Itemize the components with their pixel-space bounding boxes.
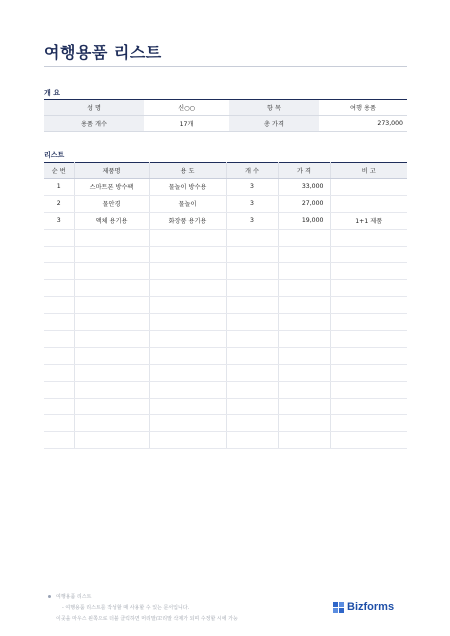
cell-product-name[interactable] xyxy=(74,432,149,449)
cell-note[interactable] xyxy=(330,364,407,381)
list-header-row xyxy=(44,163,407,179)
cell-number[interactable] xyxy=(44,280,74,297)
cell-number[interactable] xyxy=(44,398,74,415)
cell-number[interactable] xyxy=(44,381,74,398)
cell-price[interactable] xyxy=(278,432,330,449)
table-row xyxy=(44,331,407,348)
cell-note[interactable] xyxy=(330,195,407,212)
table-row xyxy=(44,347,407,364)
cell-price[interactable] xyxy=(278,263,330,280)
cell-number[interactable] xyxy=(44,314,74,331)
table-row xyxy=(44,229,407,246)
cell-number[interactable] xyxy=(44,347,74,364)
cell-price[interactable] xyxy=(278,331,330,348)
cell-quantity[interactable] xyxy=(226,415,278,432)
brand-logo xyxy=(333,601,394,613)
overview-section-label: 개 요 xyxy=(44,89,60,97)
cell-quantity[interactable] xyxy=(226,263,278,280)
overview-label-total-price: 총 가격 xyxy=(229,116,319,132)
cell-note[interactable] xyxy=(330,246,407,263)
cell-product-name[interactable] xyxy=(74,263,149,280)
cell-usage[interactable] xyxy=(149,314,226,331)
cell-price[interactable] xyxy=(278,381,330,398)
cell-usage[interactable] xyxy=(149,280,226,297)
cell-number[interactable] xyxy=(44,263,74,280)
brand-name: Bizforms xyxy=(347,601,395,613)
cell-usage[interactable] xyxy=(149,398,226,415)
table-row xyxy=(44,415,407,432)
cell-usage[interactable] xyxy=(149,415,226,432)
cell-usage[interactable] xyxy=(149,347,226,364)
cell-number[interactable]: 2 xyxy=(44,195,74,212)
cell-number[interactable] xyxy=(44,297,74,314)
item-list-table xyxy=(44,162,407,449)
cell-product-name[interactable] xyxy=(74,347,149,364)
list-body xyxy=(44,179,407,449)
cell-price[interactable]: 19,000 xyxy=(278,212,330,229)
cell-price[interactable] xyxy=(278,347,330,364)
cell-usage[interactable]: 물놀이 방수용 xyxy=(149,179,226,196)
cell-usage[interactable] xyxy=(149,381,226,398)
cell-quantity[interactable] xyxy=(226,314,278,331)
table-row xyxy=(44,381,407,398)
header-product-name: 제품명 xyxy=(74,163,149,179)
overview-table xyxy=(44,99,407,132)
overview-label-count: 용품 개수 xyxy=(44,116,144,132)
table-row xyxy=(44,280,407,297)
cell-note[interactable] xyxy=(330,280,407,297)
cell-quantity[interactable] xyxy=(226,347,278,364)
table-row xyxy=(44,432,407,449)
cell-product-name[interactable] xyxy=(74,415,149,432)
cell-quantity[interactable] xyxy=(226,364,278,381)
cell-product-name[interactable]: 액체 용기용 xyxy=(74,212,149,229)
cell-number[interactable]: 3 xyxy=(44,212,74,229)
cell-product-name[interactable] xyxy=(74,246,149,263)
overview-label-item: 항 목 xyxy=(229,100,319,116)
cell-price[interactable] xyxy=(278,415,330,432)
cell-note[interactable] xyxy=(330,415,407,432)
footer-line-2: - 여행용품 리스트를 작성할 때 사용할 수 있는 문서입니다. xyxy=(62,605,190,611)
overview-row xyxy=(44,116,407,132)
cell-quantity[interactable]: 3 xyxy=(226,179,278,196)
table-row xyxy=(44,263,407,280)
cell-price[interactable] xyxy=(278,314,330,331)
table-row xyxy=(44,297,407,314)
cell-price[interactable] xyxy=(278,246,330,263)
cell-note[interactable] xyxy=(330,179,407,196)
cell-product-name[interactable] xyxy=(74,297,149,314)
header-price: 가 격 xyxy=(278,163,330,179)
header-usage: 용 도 xyxy=(149,163,226,179)
cell-number[interactable] xyxy=(44,331,74,348)
overview-value-count[interactable]: 17개 xyxy=(144,116,229,132)
table-row xyxy=(44,179,407,196)
cell-product-name[interactable]: 스마트폰 방수팩 xyxy=(74,179,149,196)
document-title: 여행용품 리스트 xyxy=(44,43,162,62)
cell-quantity[interactable] xyxy=(226,280,278,297)
table-row xyxy=(44,246,407,263)
table-row xyxy=(44,398,407,415)
header-number: 순 번 xyxy=(44,163,74,179)
header-note: 비 고 xyxy=(330,163,407,179)
cell-product-name[interactable]: 물안경 xyxy=(74,195,149,212)
cell-note[interactable] xyxy=(330,297,407,314)
cell-note[interactable] xyxy=(330,347,407,364)
cell-usage[interactable]: 화장품 용기용 xyxy=(149,212,226,229)
cell-usage[interactable] xyxy=(149,432,226,449)
cell-usage[interactable]: 물놀이 xyxy=(149,195,226,212)
cell-number[interactable] xyxy=(44,364,74,381)
cell-quantity[interactable] xyxy=(226,432,278,449)
cell-product-name[interactable] xyxy=(74,229,149,246)
cell-price[interactable] xyxy=(278,364,330,381)
cell-note[interactable] xyxy=(330,314,407,331)
cell-note[interactable] xyxy=(330,263,407,280)
cell-quantity[interactable] xyxy=(226,381,278,398)
bizforms-logo-icon xyxy=(333,602,344,613)
cell-note[interactable] xyxy=(330,229,407,246)
footer-line-3: 이곳을 마우스 왼쪽으로 더블 클릭하면 머리말/꼬리말 삭제가 되며 수정할 시에 가능 xyxy=(56,616,238,622)
cell-quantity[interactable]: 3 xyxy=(226,212,278,229)
cell-price[interactable] xyxy=(278,297,330,314)
table-row xyxy=(44,195,407,212)
list-section-label: 리스트 xyxy=(44,151,65,159)
overview-value-total-price[interactable]: 273,000 xyxy=(319,116,407,132)
overview-label-name: 성 명 xyxy=(44,100,144,116)
cell-note[interactable] xyxy=(330,331,407,348)
cell-quantity[interactable]: 3 xyxy=(226,195,278,212)
footer-bullet-icon xyxy=(48,595,51,598)
cell-price[interactable]: 33,000 xyxy=(278,179,330,196)
cell-number[interactable]: 1 xyxy=(44,179,74,196)
cell-note[interactable] xyxy=(330,432,407,449)
table-row xyxy=(44,212,407,229)
cell-product-name[interactable] xyxy=(74,314,149,331)
table-row xyxy=(44,314,407,331)
cell-usage[interactable] xyxy=(149,364,226,381)
cell-product-name[interactable] xyxy=(74,280,149,297)
cell-usage[interactable] xyxy=(149,331,226,348)
cell-quantity[interactable] xyxy=(226,398,278,415)
cell-note[interactable]: 1+1 제품 xyxy=(330,212,407,229)
cell-number[interactable] xyxy=(44,246,74,263)
cell-quantity[interactable] xyxy=(226,331,278,348)
table-row xyxy=(44,364,407,381)
cell-usage[interactable] xyxy=(149,229,226,246)
cell-usage[interactable] xyxy=(149,297,226,314)
footer-line-1: 여행용품 리스트 xyxy=(56,594,92,600)
cell-price[interactable] xyxy=(278,398,330,415)
cell-usage[interactable] xyxy=(149,263,226,280)
cell-price[interactable] xyxy=(278,229,330,246)
cell-quantity[interactable] xyxy=(226,297,278,314)
cell-number[interactable] xyxy=(44,415,74,432)
cell-note[interactable] xyxy=(330,398,407,415)
header-quantity: 개 수 xyxy=(226,163,278,179)
overview-value-name[interactable]: 신○○ xyxy=(144,100,229,116)
cell-product-name[interactable] xyxy=(74,381,149,398)
cell-price[interactable]: 27,000 xyxy=(278,195,330,212)
cell-number[interactable] xyxy=(44,229,74,246)
overview-row xyxy=(44,100,407,116)
cell-product-name[interactable] xyxy=(74,331,149,348)
cell-note[interactable] xyxy=(330,381,407,398)
cell-usage[interactable] xyxy=(149,246,226,263)
cell-product-name[interactable] xyxy=(74,398,149,415)
cell-quantity[interactable] xyxy=(226,246,278,263)
footer-note xyxy=(56,592,238,625)
overview-value-item[interactable]: 여행 용품 xyxy=(319,100,407,116)
cell-number[interactable] xyxy=(44,432,74,449)
cell-price[interactable] xyxy=(278,280,330,297)
title-divider xyxy=(44,66,407,67)
cell-quantity[interactable] xyxy=(226,229,278,246)
cell-product-name[interactable] xyxy=(74,364,149,381)
